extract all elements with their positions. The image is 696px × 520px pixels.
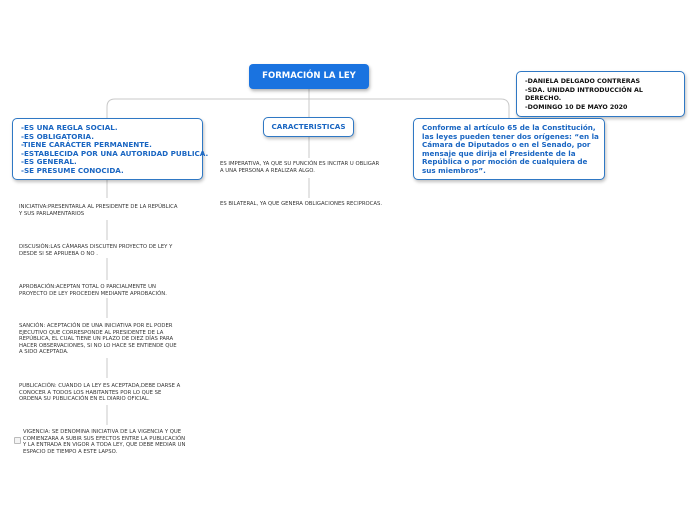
step-line: VIGENCIA: SE DENOMINA INICIATIVA DE LA VIGENCIA Y QUE: [23, 429, 182, 435]
origin-line: Conforme al artículo 65 de la Constitución,: [422, 123, 596, 132]
step-line: CONOCER A TODOS LOS HABITANTES POR LO QUE SE: [19, 389, 162, 396]
step-sancion[interactable]: [19, 323, 177, 356]
step-line: ORDENA SU PUBLICACIÓN EN EL DIARIO OFICIAL.: [19, 396, 150, 403]
definition-line: -ES GENERAL.: [21, 157, 77, 167]
author-note[interactable]: [516, 71, 685, 117]
step-line: A SIDO ACEPTADA.: [19, 349, 69, 356]
step-line: REPÚBLICA, EL CUAL TIENE UN PLAZO DE DIEZ DÍAS PARA: [19, 336, 174, 343]
leaf-line: ES BILATERAL, YA QUE GENERA OBLIGACIONES RECIPROCAS.: [220, 201, 383, 207]
origin-line: Cámara de Diputados o en el Senado, por: [422, 140, 591, 150]
leaf-line: A UNA PERSONA A REALIZAR ALGO.: [220, 167, 315, 174]
step-aprobacion[interactable]: [19, 284, 167, 297]
step-line: EJECUTIVO QUE CORRESPONDE AL PRESIDENTE DE LA: [19, 329, 164, 336]
origin-node[interactable]: [413, 118, 605, 180]
definition-line: -SE PRESUME CONOCIDA.: [21, 165, 124, 175]
step-discusion[interactable]: [19, 244, 172, 257]
step-vigencia[interactable]: [23, 429, 186, 455]
note-line: DERECHO.: [525, 95, 562, 102]
definition-line: -ESTABLECIDA POR UNA AUTORIDAD PUBLICA.: [21, 148, 209, 158]
step-line: PROYECTO DE LEY PROCEDEN MEDIANTE APROBACIÓN.: [19, 290, 167, 297]
characteristics-node[interactable]: CARACTERISTICAS: [263, 117, 354, 137]
characteristic-bilateral[interactable]: [220, 201, 382, 208]
definition-line: -ES UNA REGLA SOCIAL.: [21, 123, 118, 132]
definition-node[interactable]: [12, 118, 209, 180]
origin-line: mensaje que dirija el Presidente de la: [422, 148, 576, 158]
step-publicacion[interactable]: [19, 383, 180, 403]
note-line: -SDA. UNIDAD INTRODUCCIÓN AL: [525, 86, 643, 94]
step-line: SANCIÓN: ACEPTACIÓN DE UNA INICIATIVA POR EL PODER: [19, 323, 173, 329]
step-line: HACER OBSERVACIONES, SI NO LO HACE SE ENTIENDE QUE: [19, 342, 177, 349]
characteristic-imperative[interactable]: [220, 161, 379, 174]
step-line: DESDE SI SE APRUEBA O NO .: [19, 250, 98, 257]
definition-line: -TIENE CARÁCTER PERMANENTE.: [21, 140, 152, 150]
origin-line: las leyes pueden tener dos orígenes: “en la: [422, 131, 599, 141]
step-line: Y LA ENTRADA EN VIGOR A TODA LEY, QUE DEBE MEDIAR UN: [23, 442, 186, 449]
note-line: -DANIELA DELGADO CONTRERAS: [525, 78, 641, 85]
note-line: -DOMINGO 10 DE MAYO 2020: [525, 103, 628, 111]
step-line: PUBLICACIÓN: CUANDO LA LEY ES ACEPTADA,DEBE DARSE A: [19, 383, 181, 389]
leaf-line: ES IMPERATIVA, YA QUE SU FUNCIÓN ES INCITAR U OBLIGAR: [220, 161, 380, 167]
origin-line: sus miembros”.: [422, 165, 486, 175]
definition-line: -ES OBLIGATORIA.: [21, 131, 94, 141]
root-node[interactable]: FORMACIÓN LA LEY: [249, 64, 369, 89]
step-line: DISCUSIÓN:LAS CÁMARAS DISCUTEN PROYECTO DE LEY Y: [19, 244, 173, 250]
origin-line: República o por moción de cualquiera de: [422, 157, 588, 167]
step-iniciativa[interactable]: [19, 204, 177, 217]
step-line: Y SUS PARLAMENTARIOS: [19, 210, 85, 217]
checkbox-icon[interactable]: [14, 437, 21, 444]
step-line: COMIENZARA A SUBIR SUS EFECTOS ENTRE LA PUBLICACIÓN: [23, 435, 186, 442]
step-line: ESPACIO DE TIEMPO A ESTE LAPSO.: [23, 448, 118, 455]
step-line: INICIATIVA:PRESENTARLA AL PRESIDENTE DE LA REPÚBLICA: [19, 204, 178, 210]
step-line: APROBACIÓN:ACEPTAN TOTAL O PARCIALMENTE UN: [19, 284, 156, 290]
